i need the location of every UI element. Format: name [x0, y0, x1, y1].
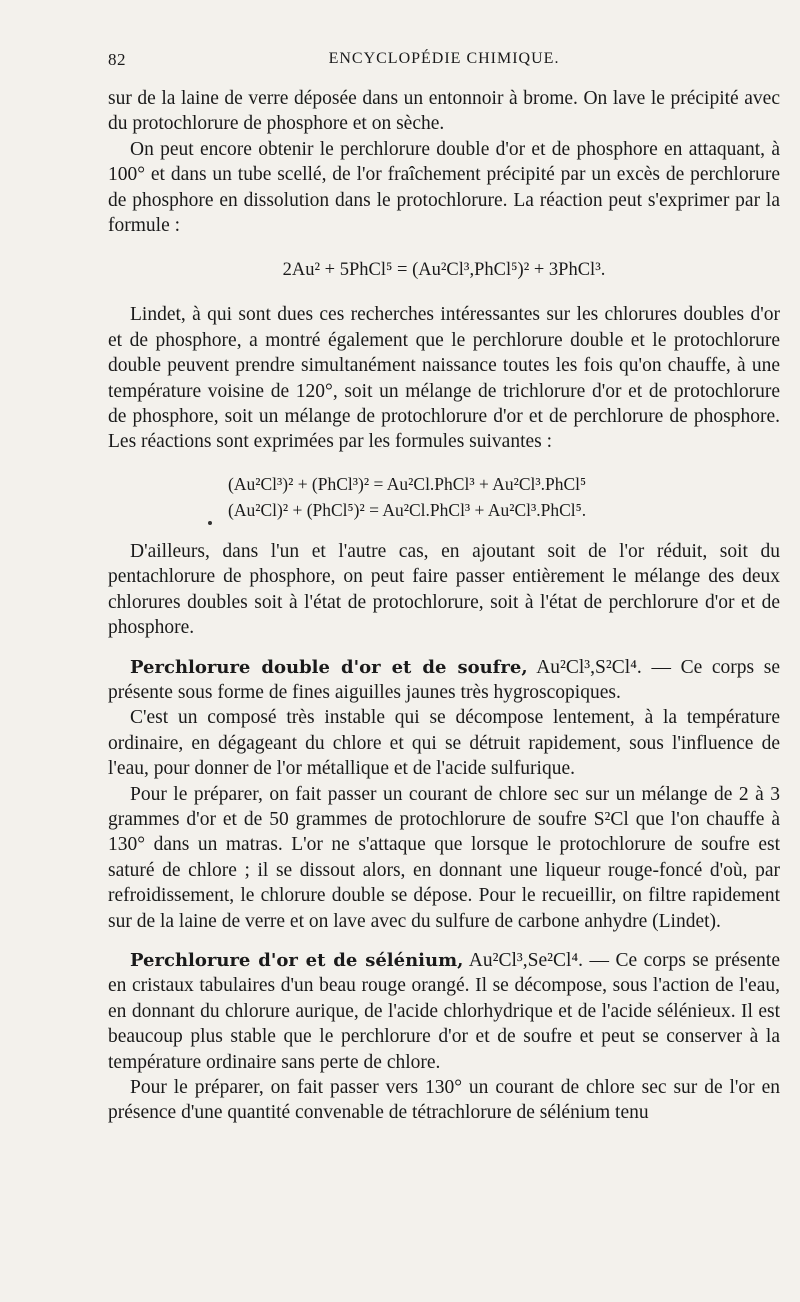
page-number: 82: [108, 50, 126, 69]
body-text: [108, 86, 780, 1126]
formula-1: 2Au² + 5PhCl⁵ = (Au²Cl³,PhCl⁵)² + 3PhCl³.: [282, 260, 606, 281]
section-intro-gold-sulfur: Au²Cl³,S²Cl⁴. — Ce corps se présente sous forme de fines aiguilles jaunes très hygroscopiques.: [108, 656, 780, 703]
section-heading-gold-sulfur: Perchlorure double d'or et de soufre,: [130, 656, 528, 678]
paragraph-2: On peut encore obtenir le perchlorure double d'or et de phosphore en attaquant, à 100° et dans un tube scellé, de l'or fraîchement précipité par un excès de perchlorure de phosphore en dissolution dans le protochlorure. La réaction peut s'exprimer par la formule :: [108, 138, 780, 237]
section-heading-gold-selenium: Perchlorure d'or et de sélénium,: [130, 949, 464, 971]
ink-speck: [208, 521, 212, 525]
formula-2b: (Au²Cl)² + (PhCl⁵)² = Au²Cl.PhCl³ + Au²Cl³.PhCl⁵.: [228, 499, 587, 520]
running-title: ENCYCLOPÉDIE CHIMIQUE.: [328, 50, 560, 67]
formula-block-2: [108, 471, 780, 523]
section-gold-sulfur: [108, 655, 780, 706]
section-intro-gold-selenium: Au²Cl³,Se²Cl⁴. — Ce corps se présente en cristaux tabulaires d'un beau rouge orangé. Il se décompose, sous l'action de l'eau, en donnant du chlorure aurique, de l'acide chlorhydrique et de l'acide sélénieux. Il est beaucoup plus stable que le perchlorure d'or et de soufre et peut se conserver à la température ordinaire sans perte de chlore.: [108, 949, 780, 1073]
paragraph-4: D'ailleurs, dans l'un et l'autre cas, en ajoutant soit de l'or réduit, soit du pentachlorure de phosphore, on peut faire passer entièrement le mélange des deux chlorures doubles soit à l'état de protochlorure, soit à l'état de perchlorure d'or et de phosphore.: [108, 540, 780, 639]
formula-2a: (Au²Cl³)² + (PhCl³)² = Au²Cl.PhCl³ + Au²Cl³.PhCl⁵: [228, 473, 587, 494]
paragraph-1: sur de la laine de verre déposée dans un entonnoir à brome. On lave le précipité avec du protochlorure de phosphore et on sèche.: [108, 88, 780, 135]
paragraph-6: Pour le préparer, on fait passer un courant de chlore sec sur un mélange de 2 à 3 grammes d'or et de 50 grammes de protochlorure de soufre S²Cl que l'on chauffe à 130° dans un matras. L'or ne s'attaque que lorsque le protochlorure de soufre est saturé de chlore ; il se dissout alors, en donnant une liqueur rouge-foncé d'où, par refroidissement, le chlorure double se dépose. Pour le recueillir, on filtre rapidement sur de la laine de verre et on lave avec du sulfure de carbone anhydre (Lindet).: [108, 783, 780, 932]
page-header: [108, 50, 780, 76]
paragraph-3: Lindet, à qui sont dues ces recherches intéressantes sur les chlorures doubles d'or et de phosphore, a montré également que le perchlorure double et le protochlorure double peuvent prendre simultanément naissance toutes les fois qu'on chauffe, à une température voisine de 120°, soit un mélange de trichlorure d'or et de protochlorure de phosphore, soit un mélange de protochlorure d'or et de perchlorure de phosphore. Les réactions sont exprimées par les formules suivantes :: [108, 304, 780, 453]
section-gold-selenium: [108, 948, 780, 1075]
paragraph-5: C'est un composé très instable qui se décompose lentement, à la température ordinaire, en dégageant du chlore et qui se détruit rapidement, sous l'influence de l'eau, pour donner de l'or métallique et de l'acide sulfurique.: [108, 707, 780, 780]
paragraph-7: Pour le préparer, on fait passer vers 130° un courant de chlore sec sur de l'or en présence d'une quantité convenable de tétrachlorure de sélénium tenu: [108, 1077, 780, 1124]
